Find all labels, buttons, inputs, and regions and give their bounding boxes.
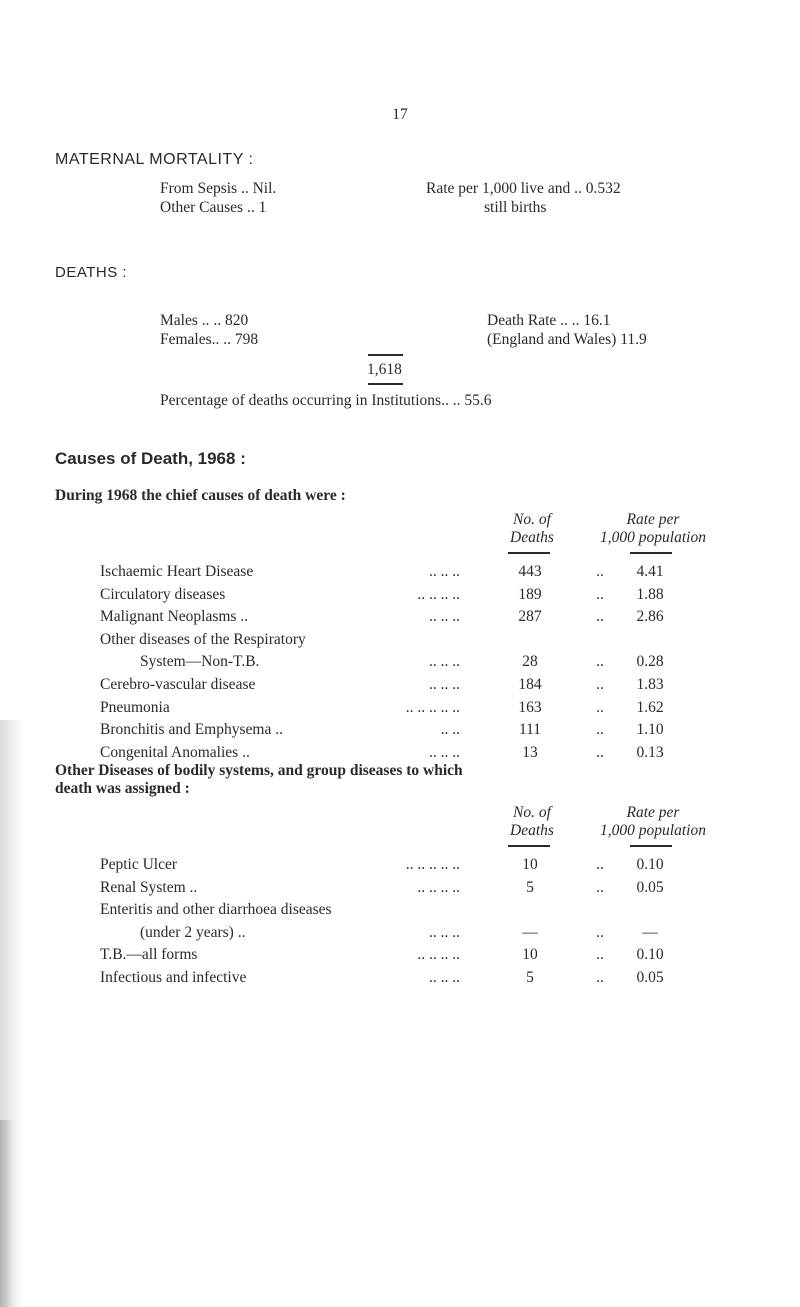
row-separator-dots: .. bbox=[596, 676, 604, 693]
row-leader-dots: .. .. .. .. bbox=[417, 946, 460, 964]
causes-col-deaths-1: No. of bbox=[513, 511, 551, 528]
table-row bbox=[0, 879, 800, 901]
row-label: Other diseases of the Respiratory bbox=[100, 630, 306, 648]
causes-col-rate-2: 1,000 population bbox=[600, 529, 706, 546]
row-rate-value: — bbox=[642, 923, 658, 941]
deaths-females: Females.. .. 798 bbox=[160, 331, 259, 348]
table-row bbox=[0, 901, 800, 923]
row-separator-dots: .. bbox=[596, 585, 604, 603]
row-leader-dots: .. .. .. bbox=[429, 608, 460, 626]
maternal-other-causes-line: Other Causes .. 1 bbox=[160, 199, 267, 216]
row-rate-value: 0.05 bbox=[636, 969, 664, 986]
row-deaths-value: 184 bbox=[518, 676, 542, 693]
table-row bbox=[0, 653, 800, 675]
row-leader-dots: .. .. .. bbox=[429, 563, 460, 580]
table-row bbox=[0, 699, 800, 721]
row-label: Ischaemic Heart Disease bbox=[100, 563, 254, 580]
other-col-deaths-rule bbox=[508, 845, 550, 847]
causes-col-rate-rule bbox=[630, 552, 672, 554]
row-separator-dots: .. bbox=[596, 923, 604, 941]
causes-heading: Causes of Death, 1968 : bbox=[55, 449, 246, 468]
row-rate-value: 0.10 bbox=[636, 856, 664, 873]
row-separator-dots: .. bbox=[596, 856, 604, 873]
table-row bbox=[0, 676, 800, 698]
row-label: Renal System .. bbox=[100, 878, 198, 896]
row-deaths-value: 28 bbox=[522, 653, 538, 671]
row-deaths-value: 111 bbox=[518, 721, 542, 739]
row-leader-dots: .. .. .. bbox=[429, 743, 460, 761]
row-deaths-value: 287 bbox=[518, 608, 542, 626]
other-col-rate-rule bbox=[630, 845, 672, 847]
row-rate-value: 0.13 bbox=[636, 743, 664, 761]
row-label: Circulatory diseases bbox=[100, 585, 226, 603]
row-label: Cerebro-vascular disease bbox=[100, 676, 256, 693]
row-rate-value: 0.28 bbox=[636, 653, 664, 671]
maternal-rate-line: Rate per 1,000 live and .. 0.532 bbox=[426, 180, 621, 197]
row-rate-value: 0.10 bbox=[636, 946, 664, 964]
row-label: Enteritis and other diarrhoea diseases bbox=[100, 901, 332, 919]
row-label: Pneumonia bbox=[100, 698, 170, 716]
row-leader-dots: .. .. .. bbox=[429, 653, 460, 671]
row-label: System—Non-T.B. bbox=[140, 653, 260, 671]
row-separator-dots: .. bbox=[596, 608, 604, 626]
row-deaths-value: 163 bbox=[518, 698, 542, 716]
row-leader-dots: .. .. .. bbox=[429, 969, 460, 986]
row-deaths-value: 10 bbox=[522, 946, 538, 964]
row-separator-dots: .. bbox=[596, 969, 604, 986]
causes-col-deaths-2: Deaths bbox=[510, 529, 554, 546]
maternal-rate-line-2: still births bbox=[484, 199, 547, 216]
row-label: Congenital Anomalies .. bbox=[100, 743, 250, 761]
page-number: 17 bbox=[392, 106, 408, 123]
england-wales-rate: (England and Wales) 11.9 bbox=[487, 331, 647, 348]
row-rate-value: 2.86 bbox=[636, 608, 664, 626]
maternal-mortality-heading: MATERNAL MORTALITY : bbox=[55, 151, 254, 168]
table-row bbox=[0, 586, 800, 608]
deaths-males: Males .. .. 820 bbox=[160, 312, 249, 329]
table-row bbox=[0, 608, 800, 630]
deaths-total: 1,618 bbox=[367, 361, 402, 378]
other-col-deaths-2: Deaths bbox=[510, 822, 554, 839]
row-deaths-value: 5 bbox=[526, 969, 534, 986]
row-deaths-value: 443 bbox=[518, 563, 542, 580]
row-leader-dots: .. .. bbox=[440, 721, 460, 739]
row-label: Peptic Ulcer bbox=[100, 856, 178, 873]
row-rate-value: 1.83 bbox=[636, 676, 664, 693]
row-label: Bronchitis and Emphysema .. bbox=[100, 721, 283, 739]
causes-col-rate-1: Rate per bbox=[626, 511, 680, 528]
row-separator-dots: .. bbox=[596, 698, 604, 716]
row-separator-dots: .. bbox=[596, 563, 604, 580]
table-row bbox=[0, 721, 800, 743]
row-label: Malignant Neoplasms .. bbox=[100, 608, 249, 626]
institutions-percentage: Percentage of deaths occurring in Institutions.. .. 55.6 bbox=[160, 392, 492, 409]
page-edge-shadow-dark bbox=[0, 1120, 14, 1307]
table-row bbox=[0, 924, 800, 946]
row-separator-dots: .. bbox=[596, 721, 604, 739]
table-row bbox=[0, 856, 800, 878]
table-row bbox=[0, 563, 800, 585]
maternal-sepsis-line: From Sepsis .. Nil. bbox=[160, 180, 277, 197]
other-heading-1: Other Diseases of bodily systems, and group diseases to which bbox=[55, 762, 463, 779]
row-rate-value: 1.10 bbox=[636, 721, 664, 739]
row-leader-dots: .. .. .. bbox=[429, 923, 460, 941]
row-separator-dots: .. bbox=[596, 878, 604, 896]
row-rate-value: 1.62 bbox=[636, 698, 664, 716]
row-separator-dots: .. bbox=[596, 743, 604, 761]
table-row bbox=[0, 969, 800, 991]
row-leader-dots: .. .. .. bbox=[429, 676, 460, 693]
row-deaths-value: — bbox=[522, 923, 538, 941]
row-deaths-value: 5 bbox=[526, 878, 534, 896]
other-heading-2: death was assigned : bbox=[55, 780, 190, 797]
row-leader-dots: .. .. .. .. bbox=[417, 585, 460, 603]
total-rule-bottom bbox=[368, 383, 403, 385]
other-col-rate-2: 1,000 population bbox=[600, 822, 706, 839]
other-col-deaths-1: No. of bbox=[513, 804, 551, 821]
table-row bbox=[0, 946, 800, 968]
row-separator-dots: .. bbox=[596, 946, 604, 964]
causes-col-deaths-rule bbox=[508, 552, 550, 554]
causes-intro: During 1968 the chief causes of death were : bbox=[55, 487, 346, 504]
row-label: Infectious and infective bbox=[100, 969, 247, 986]
row-deaths-value: 189 bbox=[518, 585, 542, 603]
table-row bbox=[0, 631, 800, 653]
deaths-heading: DEATHS : bbox=[55, 264, 128, 281]
row-deaths-value: 13 bbox=[522, 743, 538, 761]
row-rate-value: 1.88 bbox=[636, 585, 664, 603]
other-col-rate-1: Rate per bbox=[626, 804, 680, 821]
row-leader-dots: .. .. .. .. .. bbox=[405, 698, 460, 716]
death-rate: Death Rate .. .. 16.1 bbox=[487, 312, 611, 329]
row-label: (under 2 years) .. bbox=[140, 923, 246, 941]
row-label: T.B.—all forms bbox=[100, 946, 198, 964]
row-separator-dots: .. bbox=[596, 653, 604, 671]
row-rate-value: 0.05 bbox=[636, 878, 664, 896]
total-rule-top bbox=[368, 354, 403, 356]
row-deaths-value: 10 bbox=[522, 856, 538, 873]
row-rate-value: 4.41 bbox=[636, 563, 664, 580]
row-leader-dots: .. .. .. .. bbox=[417, 878, 460, 896]
row-leader-dots: .. .. .. .. .. bbox=[405, 856, 460, 873]
